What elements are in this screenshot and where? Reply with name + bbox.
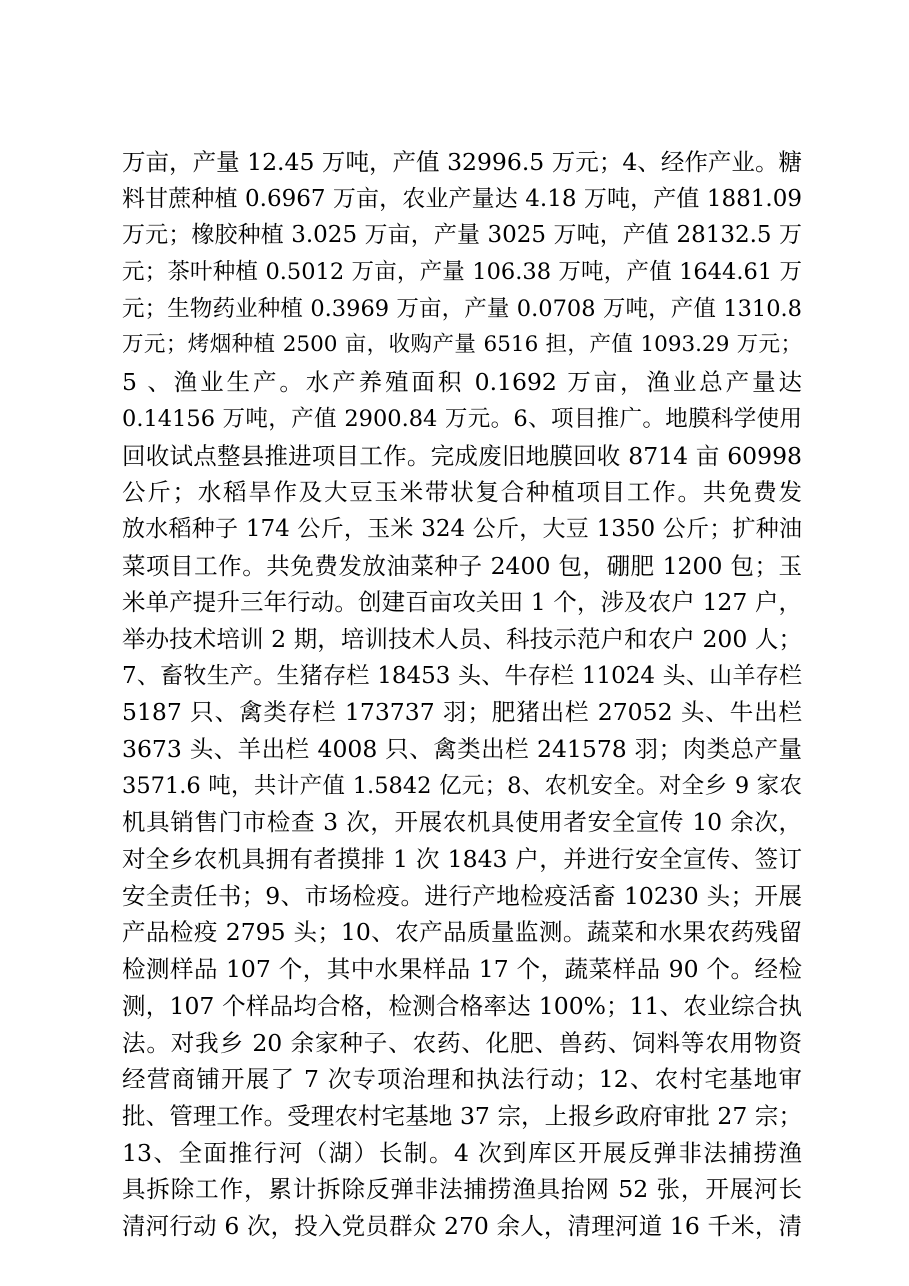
- text-line: 批、管理工作。受理农村宅基地 37 宗，上报乡政府审批 27 宗；: [122, 1101, 802, 1130]
- text-line: 机具销售门市检查 3 次，开展农机具使用者安全宣传 10 余次，: [122, 808, 802, 837]
- text-line: 放水稻种子 174 公斤，玉米 324 公斤，大豆 1350 公斤；扩种油: [122, 515, 802, 542]
- text-line: 元；茶叶种植 0.5012 万亩，产量 106.38 万吨，产值 1644.61 万: [122, 259, 802, 286]
- text-line: 对全乡农机具拥有者摸排 1 次 1843 户，并进行安全宣传、签订: [122, 845, 802, 874]
- text-line: 3571.6 吨，共计产值 1.5842 亿元；8、农机安全。对全乡 9 家农: [122, 772, 802, 799]
- text-line: 7、畜牧生产。生猪存栏 18453 头、牛存栏 11024 头、山羊存栏: [122, 662, 802, 689]
- text-line: 法。对我乡 20 余家种子、农药、化肥、兽药、饲料等农用物资: [122, 1028, 802, 1057]
- text-line: 清河行动 6 次，投入党员群众 270 余人，清理河道 16 千米，清: [122, 1211, 802, 1240]
- text-line: 万亩，产量 12.45 万吨，产值 32996.5 万元；4、经作产业。糖: [122, 148, 802, 176]
- text-line: 万元；橡胶种植 3.025 万亩，产量 3025 万吨，产值 28132.5 万: [122, 222, 802, 249]
- body-text: [122, 144, 802, 1245]
- text-line: 米单产提升三年行动。创建百亩攻关田 1 个，涉及农户 127 户，: [122, 588, 802, 617]
- text-line: 5 、渔业生产。水产养殖面积 0.1692 万亩，渔业总产量达: [122, 368, 802, 397]
- text-line: 举办技术培训 2 期，培训技术人员、科技示范户和农户 200 人；: [122, 624, 802, 653]
- text-line: 菜项目工作。共免费发放油菜种子 2400 包，硼肥 1200 包；玉: [122, 551, 802, 580]
- text-line: 安全责任书；9、市场检疫。进行产地检疫活畜 10230 头；开展: [122, 881, 802, 910]
- text-line: 0.14156 万吨，产值 2900.84 万元。6、项目推广。地膜科学使用: [122, 405, 802, 432]
- text-line: 公斤；水稻旱作及大豆玉米带状复合种植项目工作。共免费发: [122, 478, 802, 507]
- text-line: 3673 头、羊出栏 4008 只、禽类出栏 241578 羽；肉类总产量: [122, 735, 802, 763]
- text-line: 检测样品 107 个，其中水果样品 17 个，蔬菜样品 90 个。经检: [122, 955, 802, 984]
- text-line: 5187 只、禽类存栏 173737 羽；肥猪出栏 27052 头、牛出栏: [122, 698, 802, 727]
- text-line: 回收试点整县推进项目工作。完成废旧地膜回收 8714 亩 60998: [122, 441, 802, 470]
- text-line: 具拆除工作，累计拆除反弹非法捕捞渔具抬网 52 张，开展河长: [122, 1175, 802, 1204]
- text-line: 料甘蔗种植 0.6967 万亩，农业产量达 4.18 万吨，产值 1881.09: [122, 185, 802, 212]
- text-line: 经营商铺开展了 7 次专项治理和执法行动；12、农村宅基地审: [122, 1065, 802, 1094]
- text-line: 万元；烤烟种植 2500 亩，收购产量 6516 担，产值 1093.29 万元；: [122, 332, 802, 358]
- text-line: 元；生物药业种植 0.3969 万亩，产量 0.0708 万吨，产值 1310.8: [122, 295, 802, 322]
- text-line: 测，107 个样品均合格，检测合格率达 100%；11、农业综合执: [122, 991, 802, 1020]
- text-line: 13、全面推行河（湖）长制。4 次到库区开展反弹非法捕捞渔: [122, 1138, 802, 1167]
- text-line: 产品检疫 2795 头；10、农产品质量监测。蔬菜和水果农药残留: [122, 918, 802, 947]
